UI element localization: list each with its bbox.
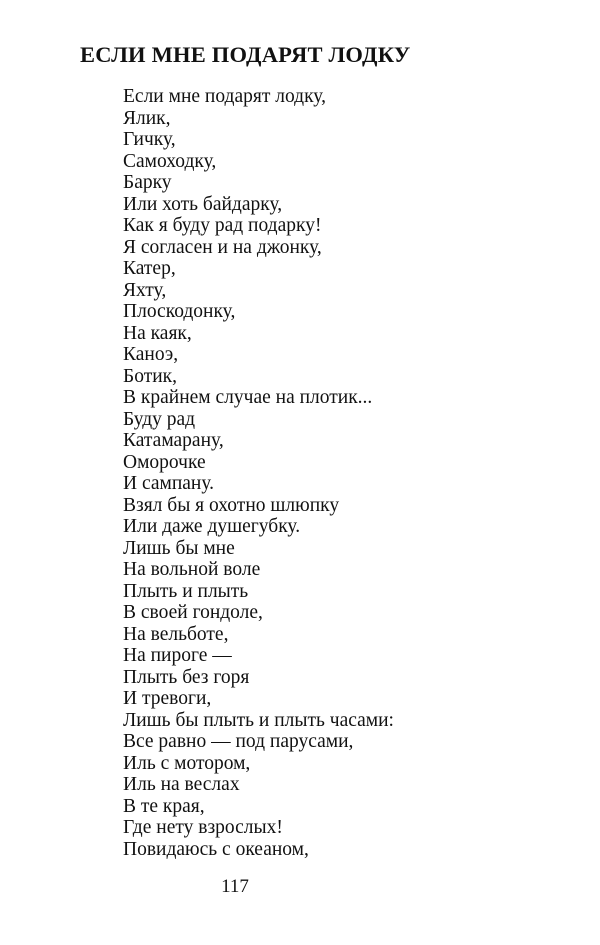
poem-line: Барку [123, 172, 172, 193]
poem-line: В те края, [123, 795, 205, 817]
poem-line: Плыть и плыть [123, 580, 249, 602]
poem-line: Катамарану, [123, 430, 224, 451]
poem-line: Или хоть байдарку, [123, 193, 283, 215]
poem-line: В крайнем случае на плотик... [123, 387, 373, 408]
poem-line: На вольной воле [123, 559, 261, 580]
poem-line: Каноэ, [123, 344, 179, 365]
poem-line: Иль с мотором, [123, 752, 251, 774]
poem-line: Яхту, [123, 279, 167, 301]
poem-line: Как я буду рад подарку! [123, 215, 322, 236]
poem-line: И тревоги, [123, 688, 212, 709]
poem-line: На вельботе, [123, 623, 229, 645]
poem-line: Ботик, [123, 365, 177, 387]
poem-line: Где нету взрослых! [123, 817, 283, 838]
poem-line: Плоскодонку, [123, 301, 236, 322]
poem-line: Гичку, [123, 129, 176, 150]
poem-line: Все равно — под парусами, [123, 731, 354, 752]
poem-line: Лишь бы мне [123, 537, 235, 559]
poem-line: Взял бы я охотно шлюпку [123, 494, 340, 516]
poem-line: На каяк, [123, 322, 192, 344]
poem-line: Или даже душегубку. [123, 516, 301, 537]
poem-line: Я согласен и на джонку, [123, 236, 322, 258]
poem-line: Иль на веслах [123, 774, 240, 795]
poem-line: Буду рад [123, 408, 196, 430]
poem-text [123, 86, 394, 860]
poem-line: Плыть без горя [123, 666, 250, 688]
poem-line: Катер, [123, 258, 176, 279]
poem-line: Ялик, [123, 107, 171, 129]
poem-title: ЕСЛИ МНЕ ПОДАРЯТ ЛОДКУ [80, 42, 411, 67]
poem-line: Если мне подарят лодку, [123, 86, 326, 107]
poem-line: Лишь бы плыть и плыть часами: [123, 709, 394, 731]
poem-line: Оморочке [123, 451, 206, 473]
poem-line: И сампану. [123, 473, 215, 494]
poem-line: В своей гондоле, [123, 602, 263, 623]
poem-line: Самоходку, [123, 150, 217, 172]
poem-line: На пироге — [123, 645, 232, 666]
poem-line: Повидаюсь с океаном, [123, 838, 309, 860]
page-number: 117 [221, 876, 249, 897]
